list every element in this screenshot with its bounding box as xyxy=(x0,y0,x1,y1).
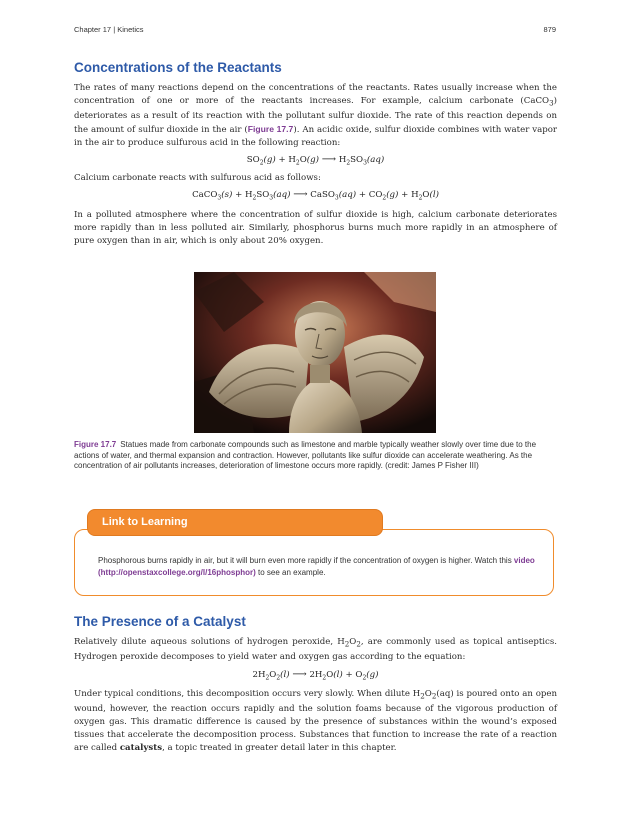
equation-caco3-sulfurous-acid: CaCO$_3$(s) + $H_2SO_3(aq)$ ⟶ CaSO$_3$(aq) + $CO_2(g) + H_2O(l)$ xyxy=(192,189,439,202)
equation-so2-water: $SO_2(g) + H_2O(g)$ ⟶ $H_2SO_3(aq)$ xyxy=(246,154,385,167)
paragraph-concentrations-intro: The rates of many reactions depend on the concentrations of the reactants. Rates usually increase when the concentration of one or more of the reactants increases. For example, calcium carbonate (CaCO$_3$) deteriorates as a result of its reaction with the pollutant sulfur dioxide. The rate of this reaction depends on the amount of sulfur dioxide in the air (Figure 17.7). An acidic oxide, sulfur dioxide combines with water vapor in the air to produce sulfurous acid in the following reaction: xyxy=(74,83,557,148)
figure-17-7-link[interactable]: Figure 17.7 xyxy=(247,123,294,134)
term-catalysts: catalysts xyxy=(119,742,163,753)
paragraph-hydrogen-peroxide: Relatively dilute aqueous solutions of hydrogen peroxide, $H_2O_2$, are commonly used as topical antiseptics. Hydrogen peroxide decomposes to yield water and oxygen gas according to the equation: xyxy=(74,637,557,662)
paragraph-catalysts: Under typical conditions, this decomposition occurs very slowly. When dilute $H_2O_2(aq)$ is poured onto an open wound, however, the reaction occurs rapidly and the solution foams because of the vigorous production of oxygen gas. This dramatic difference is caused by the presence of substances within the wound’s exposed tissues that accelerate the decomposition process. Substances that function to increase the rate of a reaction are called catalysts, a topic treated in greater detail later in this chapter. xyxy=(74,689,558,753)
figure-caption: Figure 17.7 Statues made from carbonate compounds such as limestone and marble typically weather slowly over time due to the actions of water, and thermal expansion and contraction. However, pollutants like sulfur dioxide can accelerate weathering. As the concentration of air pollutants increases, deterioration of limestone occurs more rapidly. (credit: James P Fisher III) xyxy=(74,440,537,470)
equation-peroxide-decomposition: $2H_2O_2(l)$ ⟶ $2H_2O(l) + O_2(g)$ xyxy=(252,669,379,682)
section-heading-concentrations: Concentrations of the Reactants xyxy=(74,60,282,75)
statue-photo xyxy=(194,272,436,433)
link-to-learning-title: Link to Learning xyxy=(87,509,383,536)
paragraph-polluted-atmosphere: In a polluted atmosphere where the concentration of sulfur dioxide is high, calcium carbonate deteriorates more rapidly than in less polluted air. Similarly, phosphorus burns much more rapidly in an atmosphere of pure oxygen than in air, which is only about 20% oxygen. xyxy=(74,210,557,246)
paragraph-calcium-carbonate: Calcium carbonate reacts with sulfurous acid as follows: xyxy=(74,173,321,183)
phosphor-video-link[interactable]: video (http://openstaxcollege.org/l/16phosphor) xyxy=(98,556,535,577)
page-number: 879 xyxy=(543,25,556,34)
running-header-chapter: Chapter 17 | Kinetics xyxy=(74,25,144,34)
figure-label: Figure 17.7 xyxy=(74,440,117,449)
angel-statue-image xyxy=(194,272,436,433)
section-heading-catalyst: The Presence of a Catalyst xyxy=(74,614,246,629)
link-to-learning-text: Phosphorous burns rapidly in air, but it will burn even more rapidly if the concentration of oxygen is higher. Watch this video (http://openstaxcollege.org/l/16phosphor) to see an example. xyxy=(98,556,535,577)
